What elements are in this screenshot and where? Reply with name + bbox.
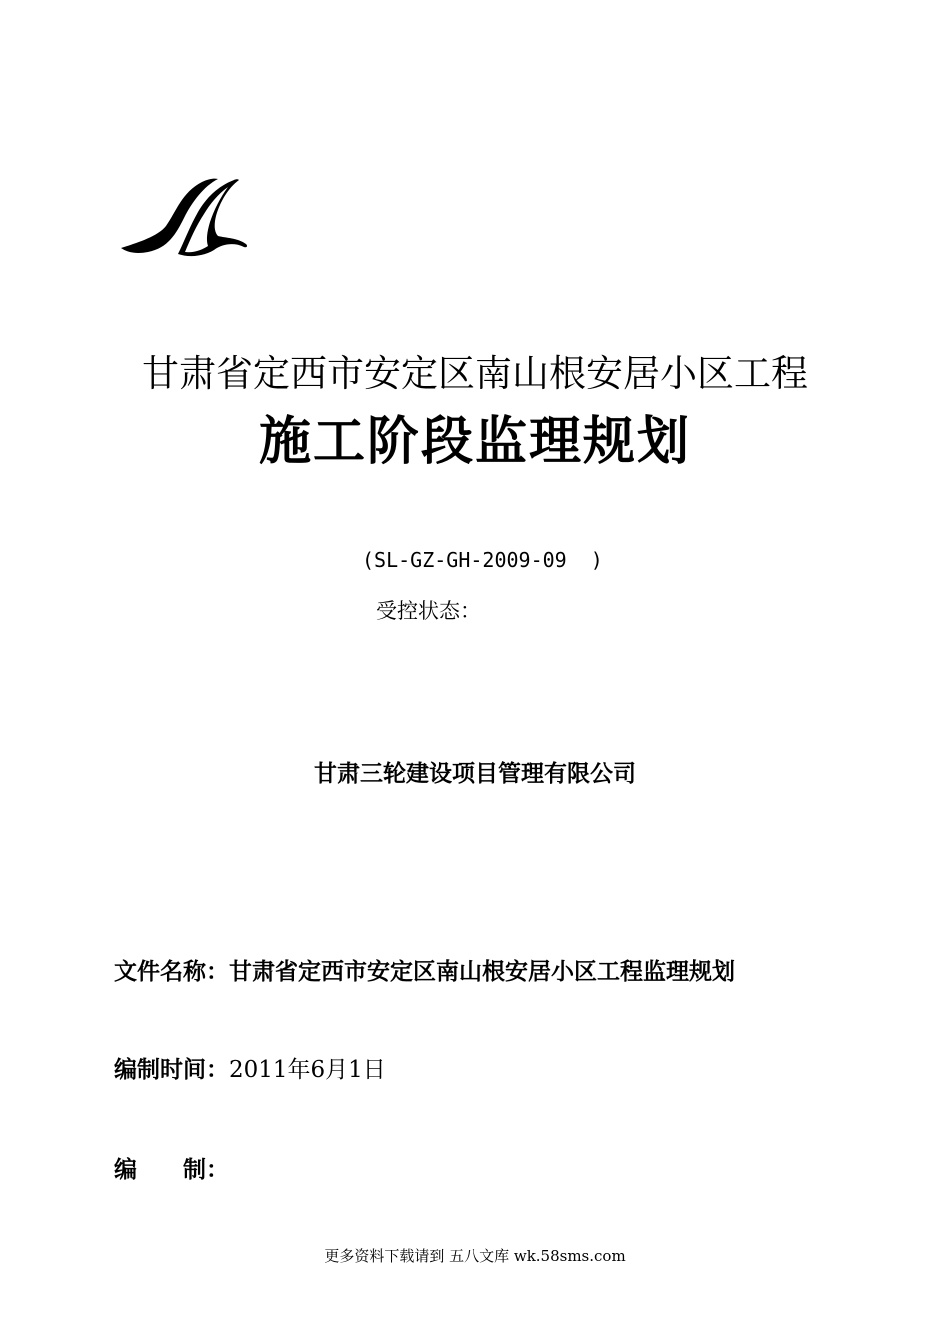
date-row: [114, 1054, 386, 1086]
editor-label: 编 制：: [114, 1157, 229, 1183]
control-status-label: 受控状态：: [376, 599, 481, 623]
filename-row: [114, 956, 735, 988]
date-label: 编制时间：: [114, 1057, 229, 1083]
company-name: 甘肃三轮建设项目管理有限公司: [314, 761, 636, 787]
footer-text: 更多资料下载请到 五八文库 wk.58sms.com: [324, 1247, 626, 1265]
title-line-2: 施工阶段监理规划: [258, 411, 691, 472]
date-value: 2011年6月1日: [229, 1057, 386, 1083]
title-line-1: 甘肃省定西市安定区南山根安居小区工程: [142, 352, 808, 395]
filename-value: 甘肃省定西市安定区南山根安居小区工程监理规划: [229, 959, 735, 985]
document-code: (SL-GZ-GH-2009-09 ): [362, 548, 603, 572]
filename-label: 文件名称：: [114, 959, 229, 985]
editor-row: [114, 1154, 229, 1186]
swoosh-logo-icon: [118, 176, 250, 258]
